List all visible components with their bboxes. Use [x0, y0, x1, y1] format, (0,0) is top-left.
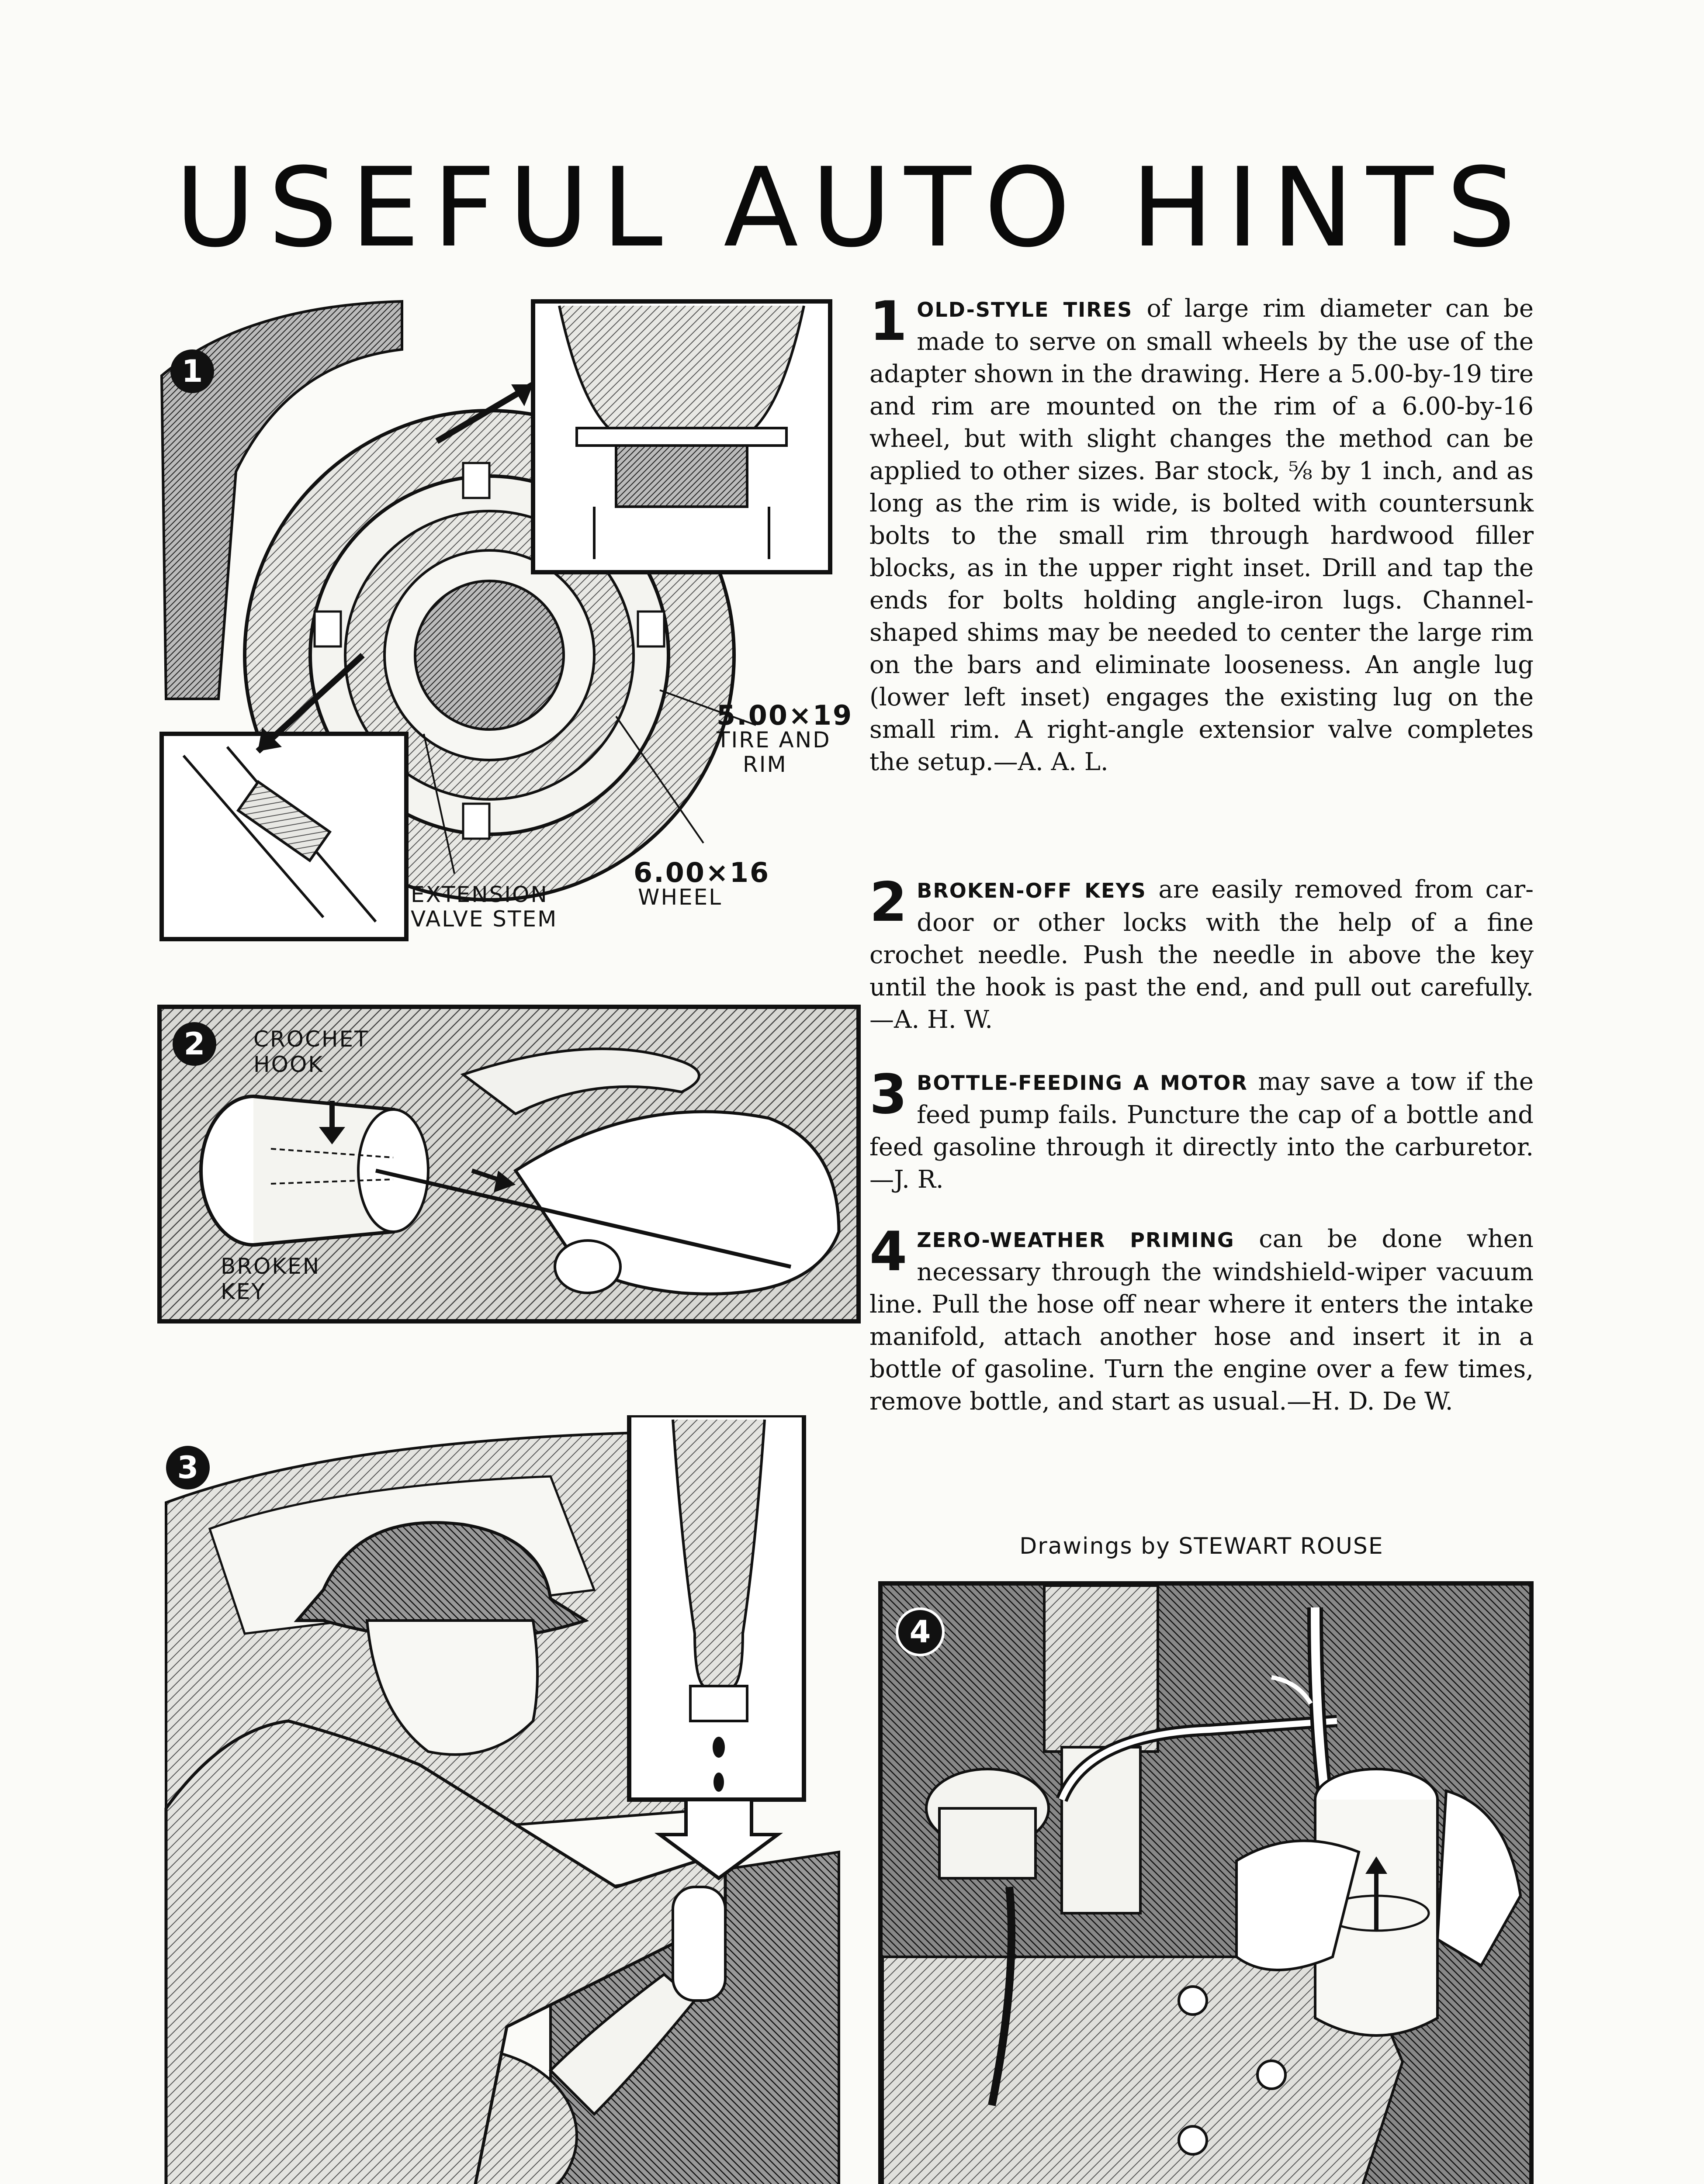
hint-number: 3	[869, 1063, 907, 1126]
crochet-hook-label-line2: HOOK	[253, 1052, 324, 1077]
tire-size-label: 5.00×19	[717, 699, 853, 731]
illustration-credit: Drawings by STEWART ROUSE	[1019, 1533, 1384, 1559]
tire-label-line3: RIM	[743, 752, 787, 777]
figure-3-bottle-feeding-illustration	[157, 1415, 865, 2184]
figure-number-badge: 1	[170, 349, 214, 393]
figure-number-badge: 4	[896, 1607, 945, 1656]
figure-number-badge: 2	[173, 1022, 216, 1066]
valve-label-line1: EXTENSION	[411, 882, 548, 907]
hint-lead: OLD-STYLE TIRES	[917, 298, 1133, 321]
tire-label-line2: TIRE AND	[717, 727, 831, 753]
hint-body: are easily removed from car-door or other locks with the help of a fine crochet needle. Push the needle in above the key until the hook is past the end, and pull out carefully.—A. H. W.	[869, 875, 1534, 1034]
figure-4-priming-illustration	[878, 1581, 1534, 2184]
hint-number: 4	[869, 1220, 907, 1283]
hint-number: 1	[869, 290, 907, 353]
broken-key-label-line1: BROKEN	[221, 1254, 321, 1279]
hint-paragraph-1	[869, 290, 1534, 778]
page-title: USEFUL AUTO HINTS	[175, 144, 1529, 271]
hint-number: 2	[869, 871, 907, 934]
figure-1-wheel-illustration	[157, 297, 865, 952]
crochet-hook-label-line1: CROCHET	[253, 1026, 369, 1052]
valve-label-line2: VALVE STEM	[411, 906, 558, 932]
hint-paragraph-2	[869, 871, 1534, 1036]
hint-paragraph-3	[869, 1063, 1534, 1196]
broken-key-label-line2: KEY	[221, 1279, 266, 1304]
hint-lead: BOTTLE-FEEDING A MOTOR	[917, 1071, 1248, 1095]
figure-number-badge: 3	[166, 1446, 210, 1489]
hint-lead: BROKEN-OFF KEYS	[917, 879, 1146, 902]
hint-paragraph-4	[869, 1220, 1534, 1418]
hint-lead: ZERO-WEATHER PRIMING	[917, 1228, 1235, 1252]
hint-body: may save a tow if the feed pump fails. Puncture the cap of a bottle and feed gasoline through it directly into the carburetor.—J. R.	[869, 1068, 1534, 1194]
hint-body: of large rim diameter can be made to serve on small wheels by the use of the adapter shown in the drawing. Here a 5.00-by-19 tire and rim are mounted on the rim of a 6.00-by-16 wheel, but with slight changes the method can be applied to other sizes. Bar stock, ⅝ by 1 inch, and as long as the rim is wide, is bolted with countersunk bolts to the small rim through hardwood filler blocks, as in the upper right inset. Drill and tap the ends for bolts holding angle-iron lugs. Channel-shaped shims may be needed to center the large rim on the bars and eliminate looseness. An angle lug (lower left inset) engages the existing lug on the small rim. A right-angle extensior valve completes the setup.—A. A. L.	[869, 294, 1534, 776]
hint-body: can be done when necessary through the windshield-wiper vacuum line. Pull the hose off near where it enters the intake manifold, attach another hose and insert it in a bottle of gasoline. Turn the engine over a few times, remove bottle, and start as usual.—H. D. De W.	[869, 1225, 1534, 1416]
wheel-label-line2: WHEEL	[638, 885, 723, 910]
wheel-size-label: 6.00×16	[634, 857, 770, 888]
figure-2-key-extraction-illustration	[157, 1005, 861, 1324]
